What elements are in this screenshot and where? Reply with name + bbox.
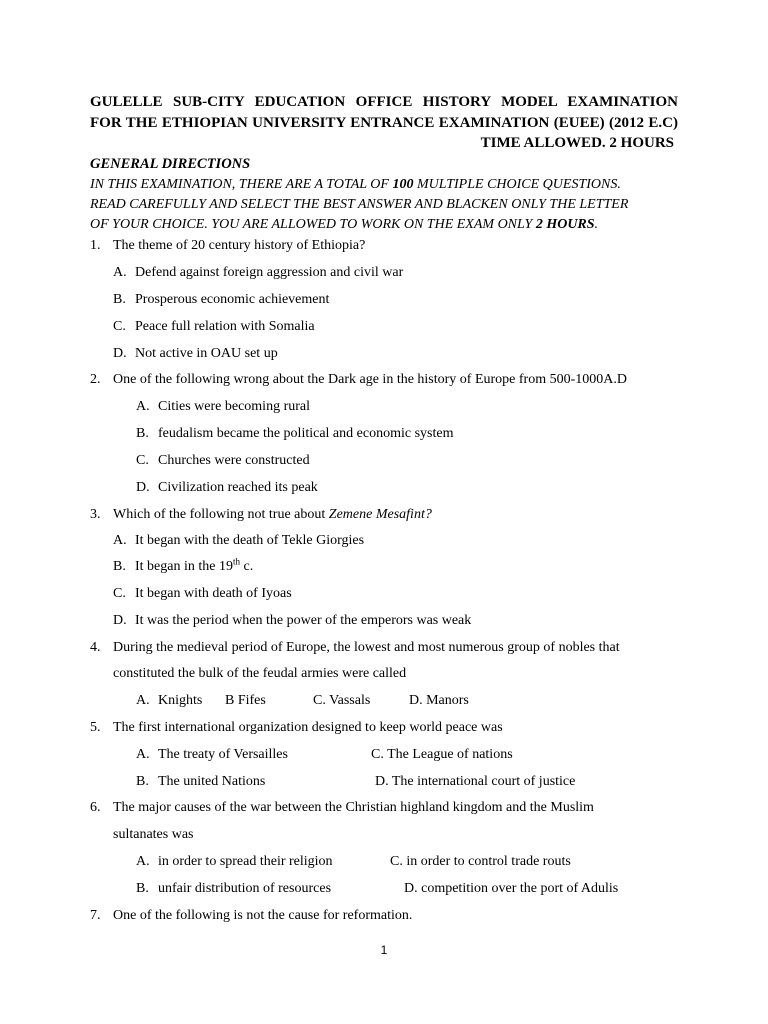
directions-line-2: READ CAREFULLY AND SELECT THE BEST ANSWER AND BLACKEN ONLY THE LETTER [90,197,629,212]
option-letter: A. [113,533,127,548]
option-letter: B. [113,292,126,307]
option-letter: A. [136,747,150,762]
option-letter: A. [113,265,127,280]
question-number: 5. [90,720,101,735]
time-allowed: TIME ALLOWED. 2 HOURS [480,135,674,151]
directions-total-questions: 100 [392,177,414,192]
q3-option-c [113,584,292,604]
q4-option-c: C. Vassals [313,693,371,708]
option-letter: B. [136,881,149,896]
q4-option-b: B Fifes [225,693,266,708]
q4-option-d: D. Manors [409,693,469,708]
option-text: It began with the death of Tekle Giorgies [135,533,365,548]
option-letter: C. [136,453,149,468]
option-text: Knights [158,693,203,708]
q3-option-d [113,611,471,631]
question-3 [90,505,432,525]
question-2 [90,370,627,390]
option-text: Not active in OAU set up [135,346,278,361]
option-text: It began in the 19 [135,559,233,574]
question-text: One of the following wrong about the Dark age in the history of Europe from 500-1000A.D [113,372,627,387]
option-letter: A. [136,854,150,869]
option-text: It was the period when the power of the emperors was weak [135,613,472,628]
question-4-continuation: constituted the bulk of the feudal armies were called [113,666,407,681]
option-text: Cities were becoming rural [158,399,311,414]
q2-option-d [136,478,318,498]
option-text: Churches were constructed [158,453,310,468]
directions-line-3 [90,215,680,235]
q5-option-b [136,772,265,792]
question-number: 7. [90,908,101,923]
question-number: 6. [90,800,101,815]
option-text: c. [240,559,254,574]
option-text: feudalism became the political and economic system [158,426,454,441]
q1-option-b [113,290,329,310]
q5-option-c: C. The League of nations [371,747,513,762]
question-5 [90,718,503,738]
option-letter: D. [113,613,127,628]
option-letter: C. [113,319,126,334]
option-letter: A. [136,399,150,414]
option-text: The united Nations [158,774,266,789]
option-letter: D. [136,480,150,495]
q6-option-a [136,852,333,872]
directions-text: OF YOUR CHOICE. YOU ARE ALLOWED TO WORK ON THE EXAM ONLY [90,217,536,232]
option-letter: B. [136,774,149,789]
question-4 [90,638,620,658]
question-text-italic: Zemene Mesafint? [328,507,432,522]
directions-text: IN THIS EXAMINATION, THERE ARE A TOTAL OF [90,177,393,192]
q1-option-d [113,344,278,364]
question-number: 4. [90,640,101,655]
option-text: Civilization reached its peak [158,480,318,495]
option-text: The treaty of Versailles [158,747,288,762]
q3-option-a [113,531,364,551]
question-text: Which of the following not true about [113,507,329,522]
q1-option-c [113,317,315,337]
general-directions-title: GENERAL DIRECTIONS [90,156,251,172]
q6-option-b [136,879,331,899]
q2-option-a [136,397,310,417]
directions-time-limit: 2 HOURS [535,217,595,232]
q5-option-d: D. The international court of justice [375,774,576,789]
question-text: The first international organization designed to keep world peace was [113,720,503,735]
question-6-continuation: sultanates was [113,827,194,842]
q2-option-c [136,451,310,471]
question-text: During the medieval period of Europe, the lowest and most numerous group of nobles that [113,640,620,655]
q3-option-b [113,557,253,577]
directions-text: . [594,217,599,232]
question-7 [90,906,412,926]
exam-title-line-2: FOR THE ETHIOPIAN UNIVERSITY ENTRANCE EXAMINATION (EUEE) (2012 E.C) [90,115,678,131]
q5-option-a [136,745,288,765]
option-letter: A. [136,693,150,708]
option-text: Defend against foreign aggression and civil war [135,265,404,280]
question-text: One of the following is not the cause for reformation. [113,908,413,923]
option-text: unfair distribution of resources [158,881,332,896]
q2-option-b [136,424,453,444]
option-text: Peace full relation with Somalia [135,319,315,334]
q1-option-a [113,263,403,283]
question-number: 1. [90,238,101,253]
q6-option-c: C. in order to control trade routs [390,854,571,869]
question-text: The major causes of the war between the Christian highland kingdom and the Muslim [113,800,594,815]
option-letter: C. [113,586,126,601]
option-text: It began with death of Iyoas [135,586,292,601]
question-number: 3. [90,507,101,522]
question-1 [90,236,365,256]
question-number: 2. [90,372,101,387]
question-text: The theme of 20 century history of Ethiopia? [113,238,366,253]
directions-text: MULTIPLE CHOICE QUESTIONS. [413,177,621,192]
directions-line-1 [90,175,680,195]
exam-title-line-1: GULELLE SUB-CITY EDUCATION OFFICE HISTORY MODEL EXAMINATION [90,94,678,110]
option-text: in order to spread their religion [158,854,333,869]
question-6 [90,798,594,818]
option-letter: B. [113,559,126,574]
page-number: 1 [380,943,388,957]
q6-option-d: D. competition over the port of Adulis [404,881,619,896]
ordinal-superscript: th [232,556,240,567]
option-letter: D. [113,346,127,361]
option-letter: B. [136,426,149,441]
q4-option-a [136,691,202,711]
option-text: Prosperous economic achievement [135,292,330,307]
